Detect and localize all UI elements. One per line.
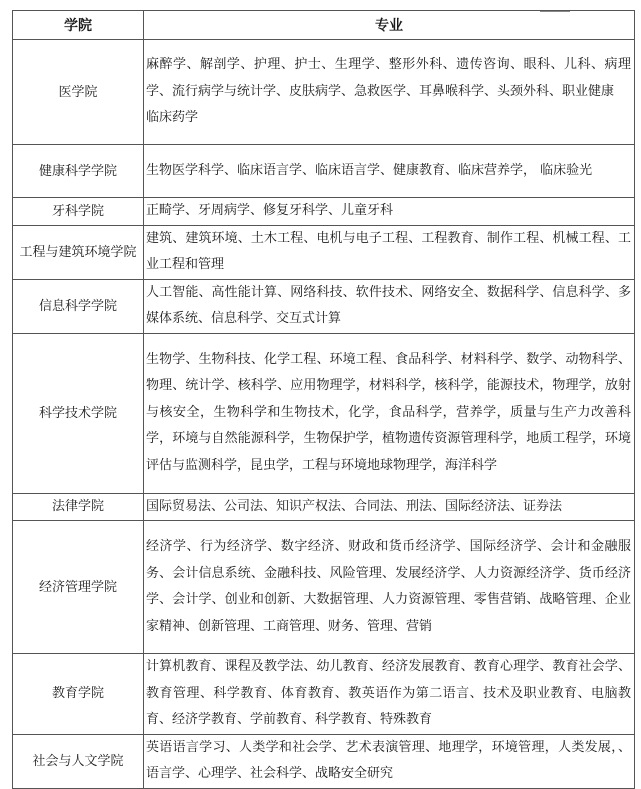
majors-line: 麻醉学、解剖学、护理、护士、生理学、整形外科、遗传咨询、眼科、儿科、病理学、流行病学与统计学、皮肤病学、急救医学、耳鼻喉科学、头颈外科、职业健康 — [146, 57, 631, 99]
school-name: 经济管理学院 — [13, 521, 144, 654]
majors-cell — [144, 198, 635, 226]
majors-line: 经济学、行为经济学、数字经济、财政和货币经济学、国际经济学、会计和金融服务、会计信息系统、金融科技、风险管理、发展经济学、人力资源经济学、货币经济学、会计学、创业和创新、大数据管理、人力资源管理、零售营销、战略管理、企业家精神、创新管理、工商管理、财务、管理、营销 — [146, 539, 631, 634]
school-name: 科学技术学院 — [13, 333, 144, 493]
table-row — [13, 279, 635, 333]
majors-cell — [144, 734, 635, 788]
table-row — [13, 333, 635, 493]
majors-line: 生物医学科学、临床语言学、临床语言学、健康教育、临床营养学， 临床验光 — [146, 162, 593, 178]
table-row — [13, 225, 635, 279]
table-row — [13, 734, 635, 788]
table-row — [13, 40, 635, 145]
majors-line: 英语语言学习、人类学和社会学、艺术表演管理、地理学，环境管理，人类发展，、语言学、心理学、社会科学、战略安全研究 — [146, 739, 631, 781]
table-header-row — [13, 11, 635, 40]
school-name: 牙科学院 — [13, 198, 144, 226]
school-name: 教育学院 — [13, 654, 144, 735]
school-name: 法律学院 — [13, 493, 144, 521]
majors-cell — [144, 279, 635, 333]
majors-line: 临床药学 — [146, 110, 199, 126]
school-name: 医学院 — [13, 40, 144, 145]
majors-cell — [144, 145, 635, 198]
majors-line: 建筑、建筑环境、土木工程、电机与电子工程、工程教育、制作工程、机械工程、工业工程和管理 — [146, 230, 631, 272]
majors-line: 正畸学、牙周病学、修复牙科学、儿童牙科 — [146, 203, 394, 218]
school-name: 健康科学学院 — [13, 145, 144, 198]
majors-cell — [144, 493, 635, 521]
majors-cell — [144, 40, 635, 145]
header-majors: 专业 — [144, 11, 635, 40]
school-name: 工程与建筑环境学院 — [13, 225, 144, 279]
majors-cell — [144, 333, 635, 493]
header-school: 学院 — [13, 11, 144, 40]
table-row — [13, 521, 635, 654]
majors-line: 生物学、生物科技、化学工程、环境工程、食品科学、材料科学、数学、动物科学、物理、统计学、核科学、应用物理学，材料科学，核科学，能源技术，物理学，放射与核安全，生物科学和生物技术，化学，食品科学，营养学，质量与生产力改善科学，环境与自然能源科学，生物保护学，植物遗传资源管理科学，地质工程学，环境评估与监测科学，昆虫学，工程与环境地球物理学，海洋科学 — [146, 351, 631, 473]
majors-cell — [144, 654, 635, 735]
table-row — [13, 145, 635, 198]
college-majors-table — [12, 10, 635, 789]
majors-cell — [144, 521, 635, 654]
table-row — [13, 654, 635, 735]
school-name: 信息科学学院 — [13, 279, 144, 333]
table-row — [13, 198, 635, 226]
majors-line: 计算机教育、课程及教学法、幼儿教育、经济发展教育、教育心理学、教育社会学、教育管理、科学教育、体育教育、教英语作为第二语言、技术及职业教育、电脑教育、经济学教育、学前教育、科学教育、特殊教育 — [146, 659, 631, 727]
table-row — [13, 493, 635, 521]
majors-cell — [144, 225, 635, 279]
school-name: 社会与人文学院 — [13, 734, 144, 788]
majors-line: 国际贸易法、公司法、知识产权法、合同法、刑法、国际经济法、证券法 — [146, 498, 563, 514]
majors-line: 人工智能、高性能计算、网络科技、软件技术、网络安全、数据科学、信息科学、多媒体系统、信息科学、交互式计算 — [146, 284, 631, 326]
